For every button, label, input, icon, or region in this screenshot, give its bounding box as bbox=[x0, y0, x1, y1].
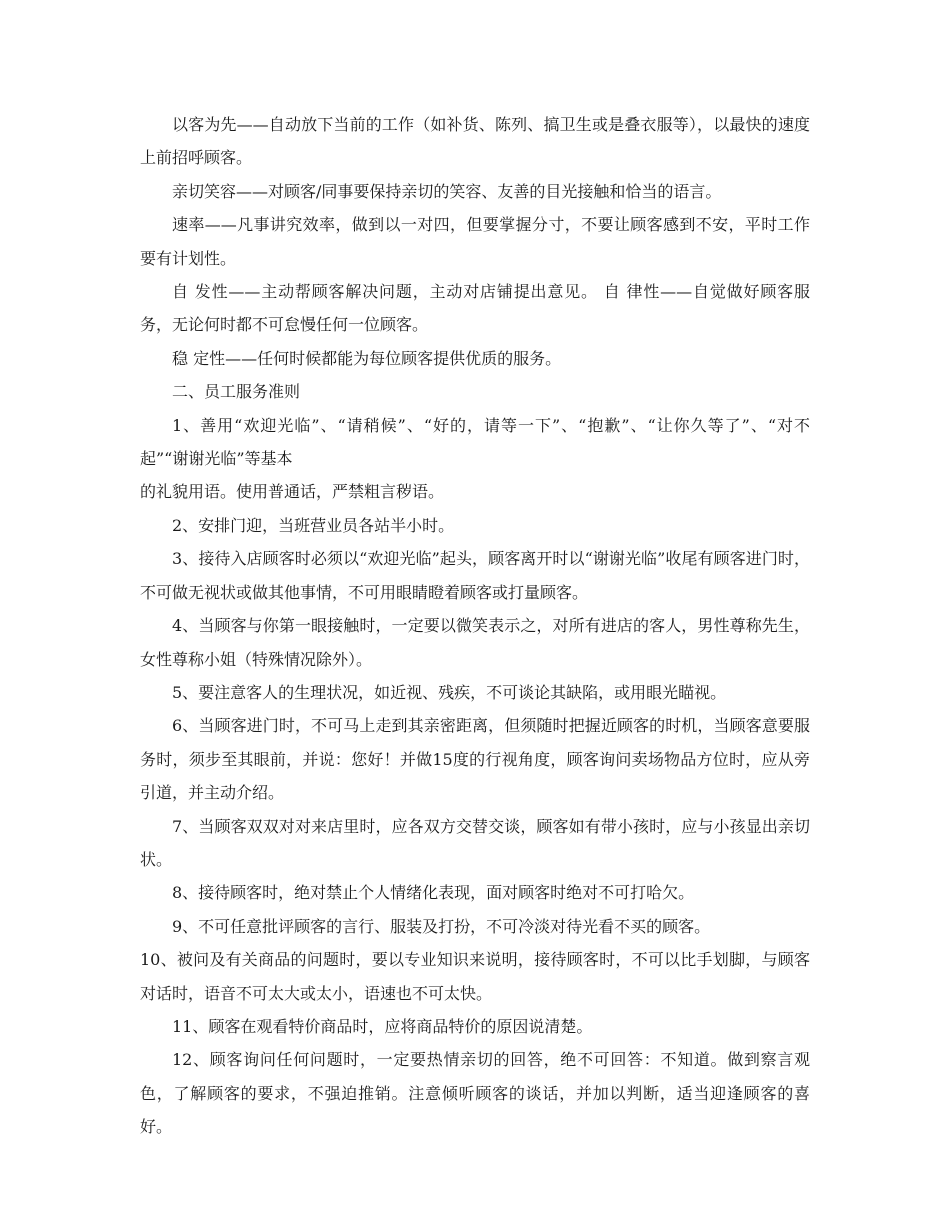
rule-3: 3、接待入店顾客时必须以“欢迎光临”起头，顾客离开时以“谢谢光临”收尾有顾客进门时，不可做无视状或做其他事情，不可用眼睛瞪着顾客或打量顾客。 bbox=[140, 549, 810, 602]
rule-4: 4、当顾客与你第一眼接触时，一定要以微笑表示之，对所有进店的客人，男性尊称先生，女性尊称小姐（特殊情况除外）。 bbox=[140, 616, 810, 669]
paragraph-customer-first: 以客为先——自动放下当前的工作（如补货、陈列、搞卫生或是叠衣服等），以最快的速度上前招呼顾客。 bbox=[140, 115, 810, 168]
rule-7: 7、当顾客双双对对来店里时，应各双方交替交谈，顾客如有带小孩时，应与小孩显出亲切状。 bbox=[140, 816, 810, 869]
paragraph-stability: 稳 定性——任何时候都能为每位顾客提供优质的服务。 bbox=[172, 348, 562, 368]
section-heading-service-rules: 二、员工服务准则 bbox=[172, 382, 301, 402]
paragraph-friendly-smile: 亲切笑容——对顾客/同事要保持亲切的笑容、友善的目光接触和恰当的语言。 bbox=[172, 181, 722, 201]
paragraph-initiative-discipline: 自 发性——主动帮顾客解决问题，主动对店铺提出意见。 自 律性——自觉做好顾客服务，无论何时都不可怠慢任何一位顾客。 bbox=[140, 282, 810, 335]
paragraph-efficiency: 速率——凡事讲究效率，做到以一对四，但要掌握分寸，不要让顾客感到不安，平时工作要有计划性。 bbox=[140, 215, 810, 268]
rule-11: 11、顾客在观看特价商品时，应将商品特价的原因说清楚。 bbox=[172, 1016, 593, 1036]
rule-12: 12、顾客询问任何问题时，一定要热情亲切的回答，绝不可回答：不知道。做到察言观色，了解顾客的要求，不强迫推销。注意倾听顾客的谈话，并加以判断，适当迎逢顾客的喜好。 bbox=[140, 1050, 810, 1137]
rule-1: 1、善用“欢迎光临”、“请稍候”、“好的，请等一下”、“抱歉”、“让你久等了”、“对不起”“谢谢光临”等基本 bbox=[140, 415, 810, 469]
rule-8: 8、接待顾客时，绝对禁止个人情绪化表现，面对顾客时绝对不可打哈欠。 bbox=[172, 883, 695, 903]
rule-6: 6、当顾客进门时，不可马上走到其亲密距离，但须随时把握近顾客的时机，当顾客意要服务时，须步至其眼前，并说：您好！并做15度的行视角度，顾客询问卖场物品方位时，应从旁引道，并主动介绍。 bbox=[140, 716, 810, 803]
rule-5: 5、要注意客人的生理状况，如近视、残疾，不可谈论其缺陷，或用眼光瞄视。 bbox=[172, 682, 727, 702]
rule-10: 10、被问及有关商品的问题时，要以专业知识来说明，接待顾客时，不可以比手划脚，与顾客对话时，语音不可太大或太小，语速也不可太快。 bbox=[140, 950, 810, 1003]
rule-2: 2、安排门迎，当班营业员各站半小时。 bbox=[172, 515, 455, 535]
rule-9: 9、不可任意批评顾客的言行、服装及打扮，不可冷淡对待光看不买的顾客。 bbox=[172, 916, 711, 936]
rule-1-continued: 的礼貌用语。使用普通话，严禁粗言秽语。 bbox=[140, 482, 445, 502]
